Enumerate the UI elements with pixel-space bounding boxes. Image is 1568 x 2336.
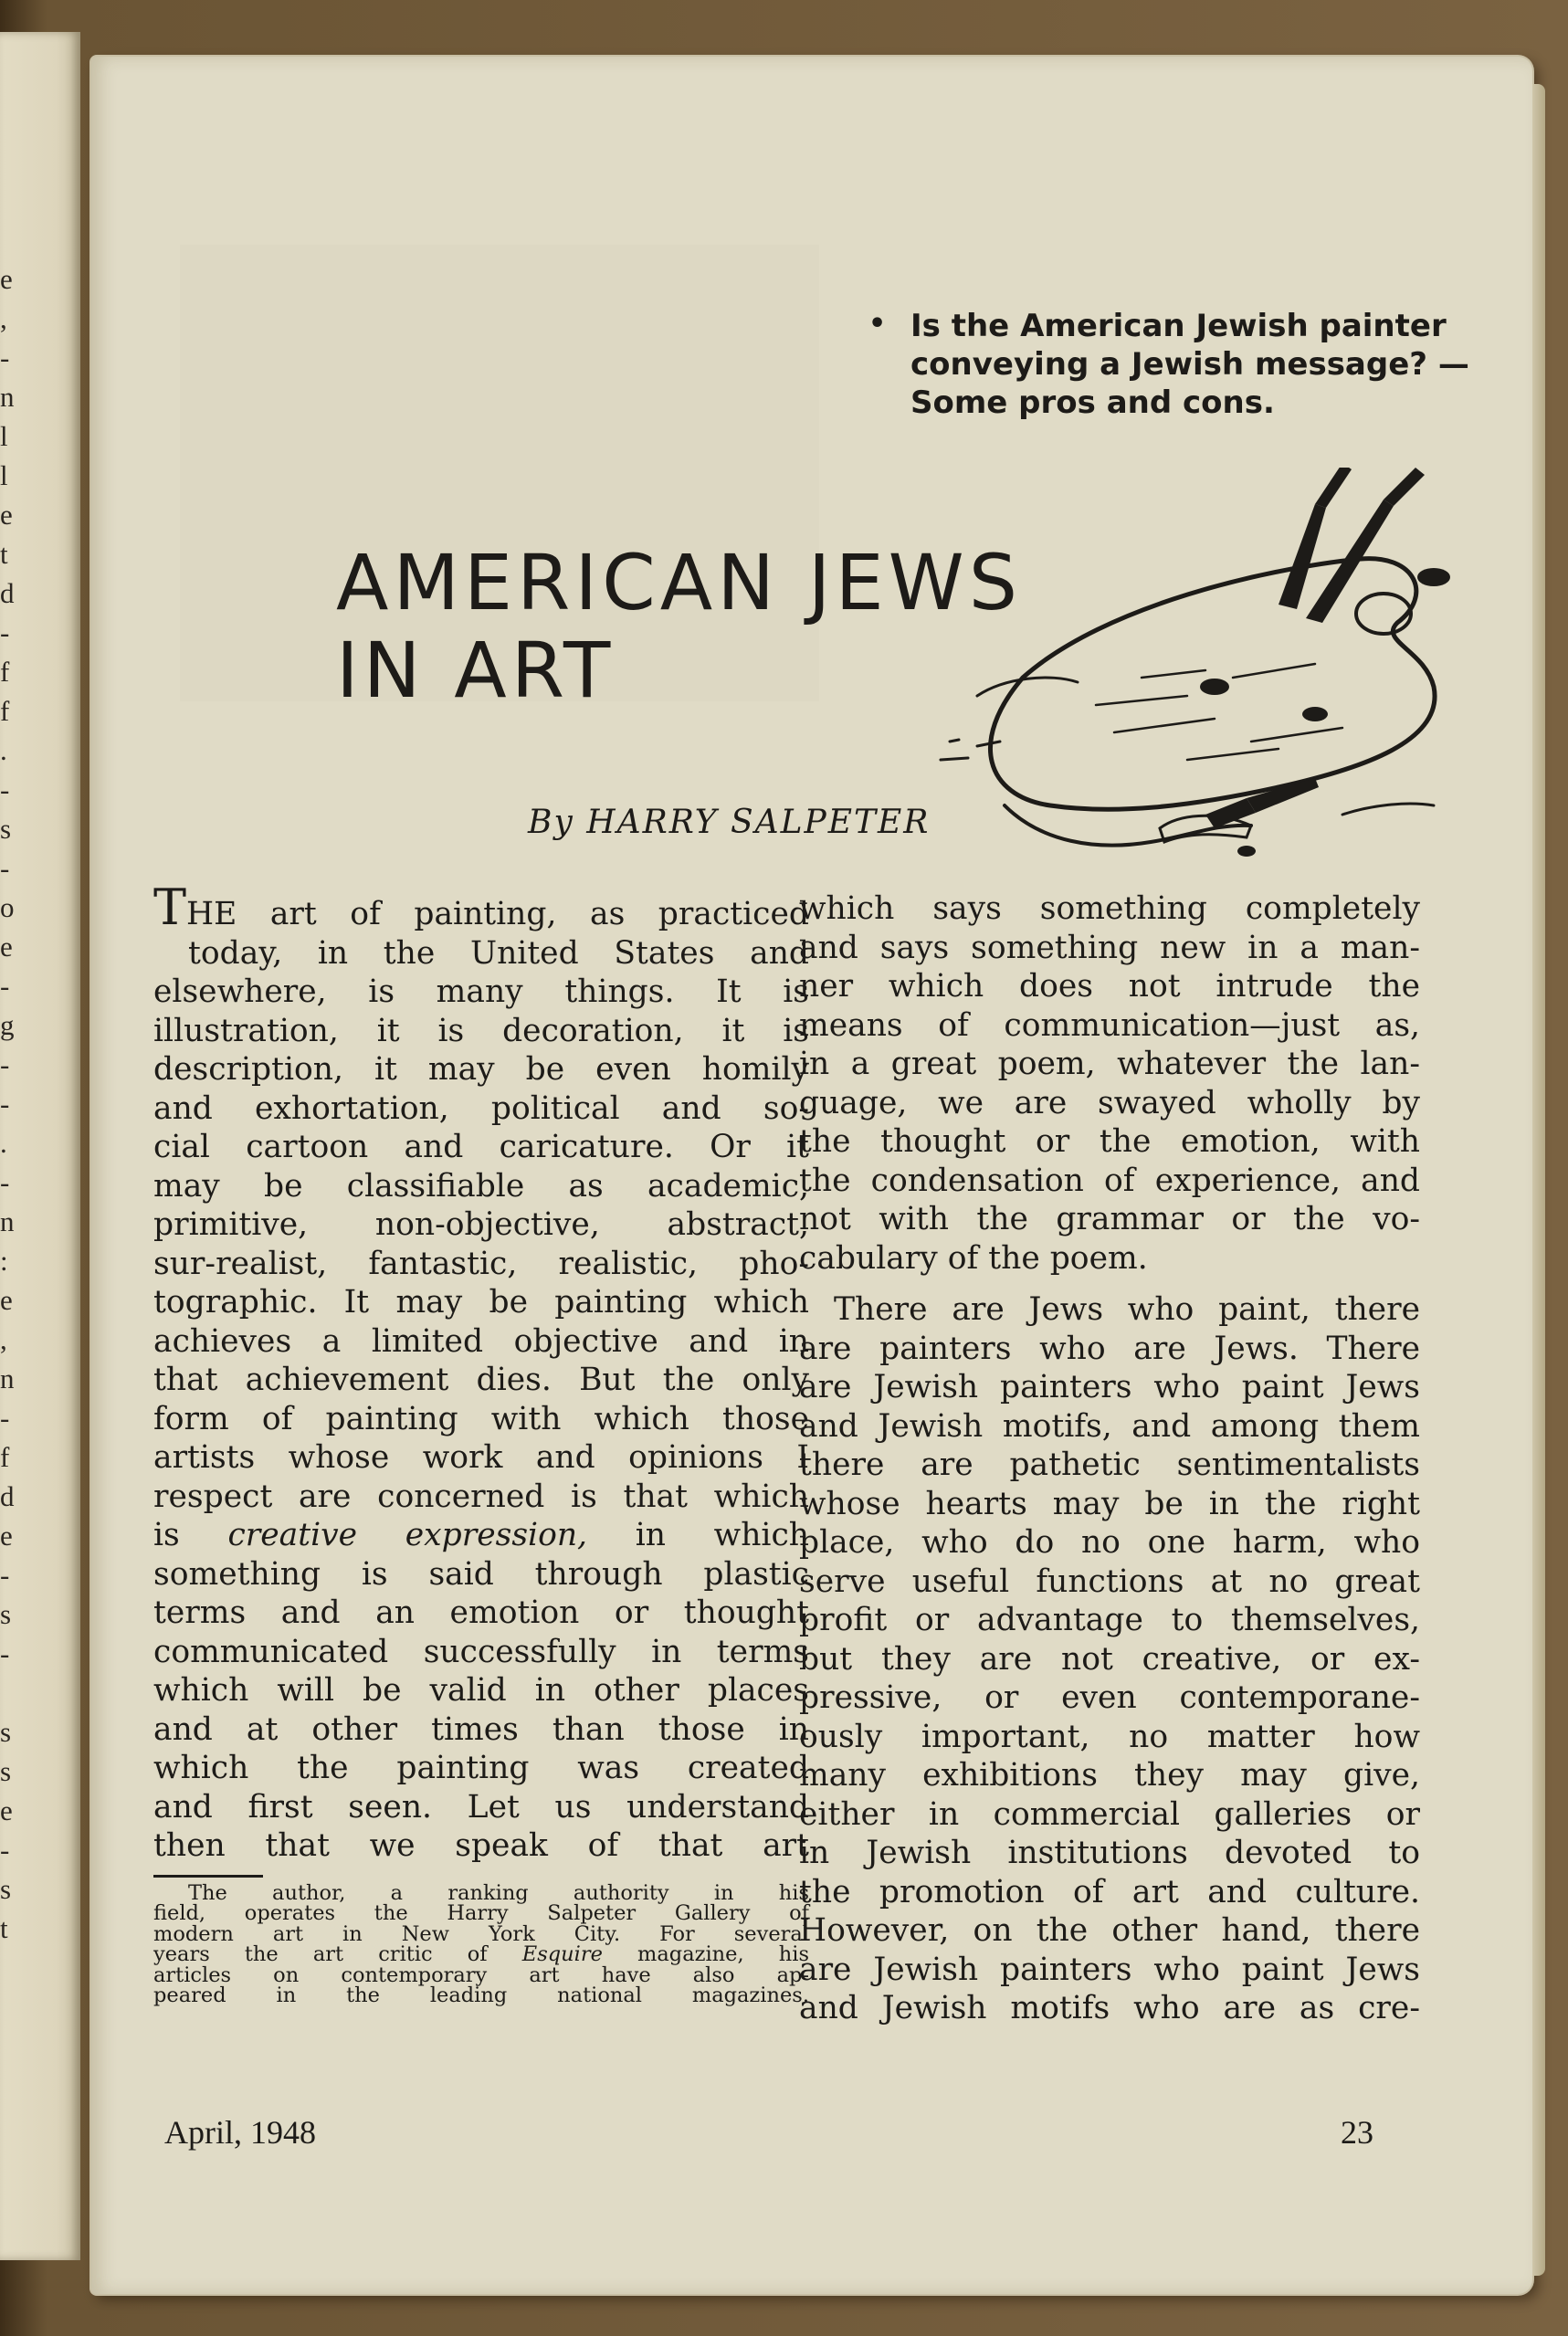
footnote-line: years the art critic of Esquire magazine, his [153,1942,809,1966]
text-line: in Jewish institutions devoted to [799,1835,1420,1871]
text-line: something is said through plastic [153,1555,809,1593]
facing-page-fragment: g [0,1009,15,1041]
facing-page-fragment: e [0,1284,13,1316]
text-line: then that we speak of that art [153,1827,809,1864]
footnote-line: peared in the leading national magazines. [153,1983,809,2007]
text-line: achieves a limited objective and in [153,1322,809,1360]
facing-page-fragment: e [0,1520,13,1552]
text-line: sur-realist, fantastic, realistic, pho- [153,1245,809,1282]
tagline-line: conveying a Jewish message? — [910,346,1469,383]
title-line-1: AMERICAN JEWS [336,538,1023,627]
facing-page-fragment: t [0,538,8,570]
text-line: in a great poem, whatever the lan- [799,1046,1420,1082]
text-line: respect are concerned is that which [153,1478,809,1515]
facing-page-fragment: d [0,1480,15,1512]
text-line: guage, we are swayed wholly by [799,1084,1420,1121]
facing-page-fragment: e [0,931,13,963]
author-footnote [153,1880,809,2007]
facing-page-fragment: - [0,852,10,884]
italic-magazine-name: Esquire [521,1942,603,1966]
footnote-line: The author, a ranking authority in his [188,1880,809,1905]
text-line: and first seen. Let us understand [153,1788,809,1826]
text-line: and Jewish motifs, and among them [799,1407,1420,1445]
facing-page-fragment: - [0,616,10,648]
text-line: artists whose work and opinions I [153,1439,809,1476]
facing-page-fragment: - [0,1048,10,1080]
text-line: and exhortation, political and so- [153,1089,809,1127]
text-line: THE art of painting, as practiced [153,879,809,936]
footnote-line: articles on contemporary art have also ap- [153,1962,809,1987]
tagline-line: Is the American Jewish painter [910,308,1447,344]
text-line: primitive, non-objective, abstract, [153,1206,809,1243]
text-line: many exhibitions they may give, [799,1757,1420,1794]
facing-page-fragment: d [0,577,15,609]
text-line: are Jewish painters who paint Jews [799,1951,1420,1988]
text-line: there are pathetic sentimentalists [799,1447,1420,1483]
text-line: which says something completely [799,890,1420,927]
facing-page-fragment: f [0,1441,10,1473]
facing-page-fragment: n [0,1205,15,1237]
facing-page-fragment: e [0,499,13,531]
text-line: place, who do no one harm, who [799,1524,1420,1561]
text-line: illustration, it is decoration, it is [153,1012,809,1049]
facing-page-fragment: - [0,773,10,805]
text-line: elsewhere, is many things. It is [153,973,809,1010]
facing-page-fragment: - [0,1834,10,1866]
issue-date: April, 1948 [164,2114,316,2151]
footnote-rule [153,1875,263,1878]
text-line: ously important, no matter how [799,1718,1420,1755]
facing-page-fragment: s [0,1873,12,1905]
facing-page-fragment: , [0,1323,7,1355]
facing-page-fragment: n [0,381,15,413]
facing-page-fragment: s [0,813,12,845]
facing-page-fragment: e [0,263,13,295]
text-line: either in commercial galleries or [799,1795,1420,1833]
article-column-left [153,879,810,2007]
facing-page-fragment: n [0,1363,15,1394]
facing-page-fragment: l [0,420,8,452]
text-line: serve useful functions at no great [799,1563,1420,1600]
text-line: and says something new in a man- [799,929,1420,966]
magazine-page [91,57,1532,2294]
text-line: and Jewish motifs who are as cre- [799,1990,1420,2026]
page-stack-edge [1532,84,1545,2276]
text-line: communicated successfully in terms [153,1633,809,1670]
footnote-line: field, operates the Harry Salpeter Gallery of [153,1901,809,1925]
text-line: but they are not creative, or ex- [799,1640,1420,1678]
text-line: description, it may be even homily [153,1051,809,1088]
article-tagline [868,307,1531,422]
facing-page-fragment: l [0,459,8,491]
facing-page-fragment: o [0,891,15,923]
facing-page-fragment: - [0,1088,10,1120]
text-line: However, on the other hand, there [799,1912,1420,1949]
facing-page-fragment: e [0,1794,13,1826]
text-line: cabulary of the poem. [799,1239,1148,1277]
text-line: not with the grammar or the vo- [799,1201,1420,1237]
facing-page-fragment: s [0,1755,12,1787]
text-line: ner which does not intrude the [799,968,1420,1005]
footnote-line: modern art in New York City. For several [153,1921,809,1946]
text-line: the condensation of experience, and [799,1162,1420,1199]
text-line: is creative expression, in which [153,1517,810,1553]
text-line: which the painting was created [153,1750,809,1786]
text-line: which will be valid in other places [153,1672,809,1709]
facing-page-fragment: - [0,1166,10,1198]
facing-page-fragment: - [0,1402,10,1434]
text-line: may be classifiable as academic, [153,1167,809,1205]
facing-page-fragment: - [0,970,10,1002]
text-line: whose hearts may be in the right [799,1485,1420,1522]
facing-page-fragment: - [0,342,10,374]
drop-cap: T [153,879,187,936]
facing-page-fragment: t [0,1912,8,1944]
tagline-line: Some pros and cons. [910,384,1275,421]
facing-page-fragment: - [0,1559,10,1591]
text-line: are Jewish painters who paint Jews [799,1369,1420,1405]
paragraph-gap [799,1278,1420,1290]
text-line: and at other times than those in [153,1710,809,1748]
text-line: There are Jews who paint, there [834,1291,1420,1328]
facing-page-fragment: - [0,1637,10,1669]
byline: By HARRY SALPETER [528,804,931,841]
article-column-right [799,889,1420,2028]
paint-palette-icon [886,468,1489,897]
facing-page-fragment: . [0,734,7,766]
facing-page-fragment: : [0,1245,8,1277]
text-line: profit or advantage to themselves, [799,1602,1420,1638]
bullet-icon: • [868,308,887,340]
text-line: tographic. It may be painting which [153,1284,809,1321]
facing-page-fragment: f [0,656,10,688]
facing-page-fragment: f [0,695,10,727]
text-line: the promotion of art and culture. [799,1873,1420,1910]
text-line: form of painting with which those [153,1400,809,1437]
facing-page-fragment: s [0,1598,12,1630]
page-number: 23 [1341,2114,1373,2151]
text-line: that achievement dies. But the only [153,1362,809,1398]
facing-page-edge [0,32,80,2260]
facing-page-fragment: , [0,302,7,334]
text-line: today, in the United States and [188,934,809,972]
text-line: terms and an emotion or thought [153,1594,809,1631]
facing-page-fragment: . [0,1127,7,1159]
text-line: cial cartoon and caricature. Or it [153,1129,809,1165]
italic-emphasis: creative expression, [227,1517,588,1553]
title-line-2: IN ART [336,626,616,715]
text-line: means of communication—just as, [799,1006,1420,1044]
text-line: pressive, or even contemporane- [799,1679,1420,1716]
text-line: the thought or the emotion, with [799,1123,1420,1160]
facing-page-fragment: s [0,1716,12,1748]
text-line: are painters who are Jews. There [799,1330,1420,1367]
